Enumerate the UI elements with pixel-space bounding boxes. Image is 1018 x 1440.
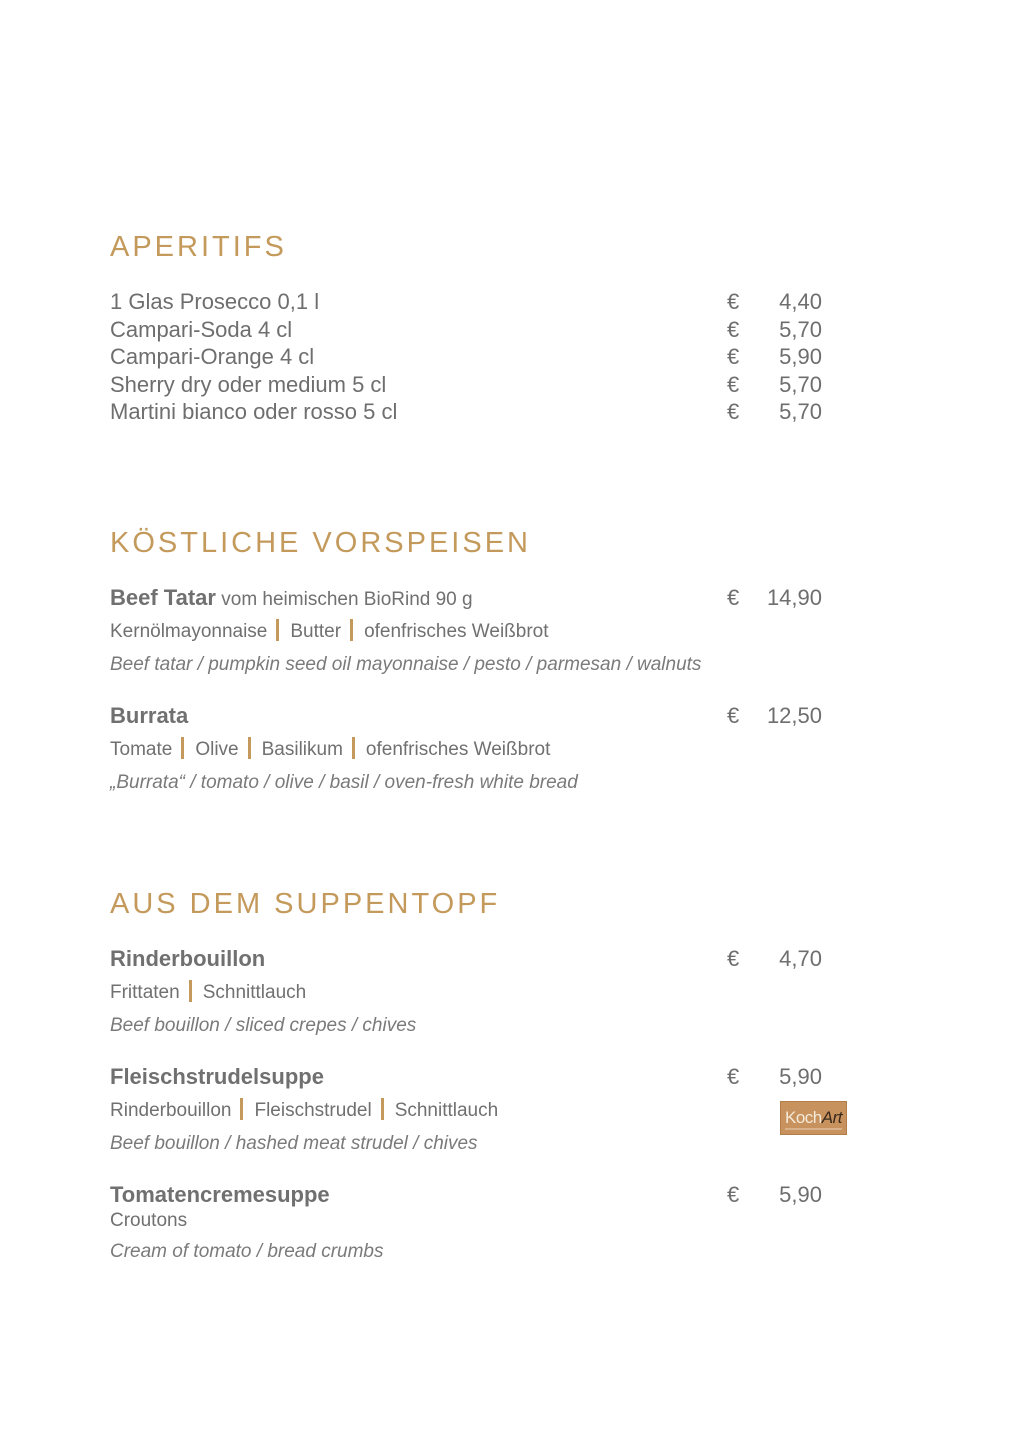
component: Olive bbox=[195, 739, 239, 760]
separator bbox=[352, 737, 355, 759]
component: Schnittlauch bbox=[202, 982, 307, 1003]
euro-sign: € bbox=[727, 1064, 740, 1089]
aperitif-price: 5,70 bbox=[779, 372, 822, 397]
euro-sign: € bbox=[727, 344, 740, 369]
dish-name: Burrata bbox=[110, 703, 189, 728]
dish-title bbox=[110, 1066, 324, 1088]
component: Fleischstrudel bbox=[254, 1100, 372, 1121]
separator bbox=[276, 619, 279, 641]
euro-sign: € bbox=[727, 399, 740, 424]
dish-name: Rinderbouillon bbox=[110, 946, 266, 971]
separator bbox=[189, 980, 192, 1002]
dish-name: Tomatencremesuppe bbox=[110, 1182, 330, 1207]
dish-english: „Burrata“ / tomato / olive / basil / oven-fresh white bread bbox=[110, 772, 578, 793]
dish-extra: vom heimischen BioRind 90 g bbox=[215, 589, 473, 610]
dish-price: 5,90 bbox=[779, 1064, 822, 1089]
euro-sign: € bbox=[727, 585, 740, 610]
aperitif-name: Campari-Orange 4 cl bbox=[110, 344, 315, 369]
kochart-logo-text bbox=[781, 1108, 846, 1128]
euro-sign: € bbox=[727, 317, 740, 342]
section-title-aperitifs: APERITIFS bbox=[110, 231, 287, 263]
dish-title bbox=[110, 1184, 330, 1206]
dish-title bbox=[110, 705, 188, 727]
aperitif-name: Sherry dry oder medium 5 cl bbox=[110, 372, 387, 397]
separator bbox=[240, 1098, 243, 1120]
section-title-starters: KÖSTLICHE VORSPEISEN bbox=[110, 527, 531, 559]
component: Frittaten bbox=[110, 982, 180, 1003]
aperitif-price: 5,70 bbox=[779, 317, 822, 342]
dish-title bbox=[110, 587, 473, 609]
component: Kernölmayonnaise bbox=[110, 621, 268, 642]
euro-sign: € bbox=[727, 1182, 740, 1207]
dish-english: Beef bouillon / hashed meat strudel / chives bbox=[110, 1133, 478, 1154]
logo-part-art: Art bbox=[821, 1108, 842, 1127]
component: Croutons bbox=[110, 1210, 188, 1231]
dish-name: Beef Tatar bbox=[110, 585, 216, 610]
dish-price: 12,50 bbox=[766, 703, 822, 728]
dish-components bbox=[110, 619, 549, 641]
dish-name: Fleischstrudelsuppe bbox=[110, 1064, 324, 1089]
euro-sign: € bbox=[727, 372, 740, 397]
dish-english: Cream of tomato / bread crumbs bbox=[110, 1241, 384, 1262]
separator bbox=[248, 737, 251, 759]
aperitif-price: 5,70 bbox=[779, 399, 822, 424]
aperitif-price: 5,90 bbox=[779, 344, 822, 369]
dish-components bbox=[110, 1098, 498, 1120]
dish-components bbox=[110, 980, 306, 1002]
section-title-soups: AUS DEM SUPPENTOPF bbox=[110, 888, 501, 920]
component: Butter bbox=[290, 621, 342, 642]
dish-english: Beef tatar / pumpkin seed oil mayonnaise / pesto / parmesan / walnuts bbox=[110, 654, 702, 675]
component: ofenfrisches Weißbrot bbox=[364, 621, 549, 642]
component: Schnittlauch bbox=[394, 1100, 499, 1121]
dish-components bbox=[110, 737, 550, 759]
aperitif-name: Martini bianco oder rosso 5 cl bbox=[110, 399, 398, 424]
component: Basilikum bbox=[261, 739, 343, 760]
dish-title bbox=[110, 948, 265, 970]
dish-price: 4,70 bbox=[779, 946, 822, 971]
component: ofenfrisches Weißbrot bbox=[365, 739, 551, 760]
component: Rinderbouillon bbox=[110, 1100, 232, 1121]
separator bbox=[381, 1098, 384, 1120]
component: Tomate bbox=[110, 739, 173, 760]
euro-sign: € bbox=[727, 289, 740, 314]
dish-price: 14,90 bbox=[766, 585, 822, 610]
aperitif-name: Campari-Soda 4 cl bbox=[110, 317, 293, 342]
kochart-logo bbox=[780, 1101, 847, 1135]
euro-sign: € bbox=[727, 946, 740, 971]
aperitif-price: 4,40 bbox=[779, 289, 822, 314]
aperitif-name: 1 Glas Prosecco 0,1 l bbox=[110, 289, 320, 314]
dish-price: 5,90 bbox=[779, 1182, 822, 1207]
dish-components bbox=[110, 1211, 187, 1230]
euro-sign: € bbox=[727, 703, 740, 728]
separator bbox=[181, 737, 184, 759]
logo-part-koch: Koch bbox=[785, 1108, 822, 1127]
dish-english: Beef bouillon / sliced crepes / chives bbox=[110, 1015, 417, 1036]
separator bbox=[350, 619, 353, 641]
logo-underline bbox=[785, 1128, 842, 1130]
